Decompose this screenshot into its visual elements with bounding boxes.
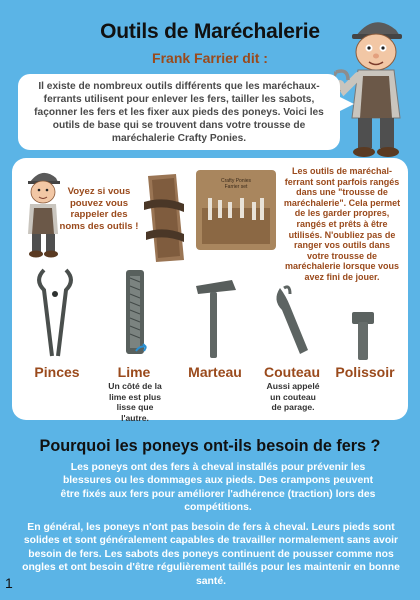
page-subtitle: Frank Farrier dit : bbox=[152, 50, 268, 66]
open-kit-illustration bbox=[194, 168, 278, 252]
recall-prompt: Voyez si vous pouvez vous rappeler des noms des outils ! bbox=[59, 186, 139, 232]
tool-name-lime: Lime bbox=[117, 364, 151, 380]
tool-note-lime: Un côté de la lime est plus lisse que l'autre. bbox=[108, 381, 162, 423]
svg-text:Farrier set: Farrier set bbox=[224, 184, 248, 190]
tool-name-polissoir: Polissoir bbox=[335, 364, 395, 380]
tool-name-marteau: Marteau bbox=[188, 364, 242, 380]
tool-name-pinces: Pinces bbox=[34, 364, 80, 380]
kit-storage-note: Les outils de maréchal-ferrant sont parfois rangés dans une "trousse de maréchalerie". Cela permet de les garder propres, rangés et prêts à être utilisés. N'oubliez pas de ranger vos outils dans votre trousse de maréchalerie lorsque vous avez fini de jouer. bbox=[283, 166, 401, 282]
farrier-character-illustration bbox=[334, 6, 420, 166]
tool-name-couteau: Couteau bbox=[264, 364, 320, 380]
paragraph-horseshoe-purpose: Les poneys ont des fers à cheval installés pour prévenir les blessures ou les dommages aux pieds. Des crampons peuvent être fixés aux fers pour améliorer l'adhérence (traction) lors des compétitions. bbox=[60, 462, 376, 514]
intro-speech-bubble bbox=[18, 74, 340, 150]
intro-text: Il existe de nombreux outils différents que les maréchaux-ferrants utilisent pour enlever les fers, tailler les sabots, façonner les fers et les fixer aux pieds des poneys. Voici les outils de base qui se trouvent dans votre trousse de maréchalerie Crafty Ponies. bbox=[34, 81, 324, 144]
hammer-icon bbox=[192, 276, 240, 360]
page-number: 1 bbox=[5, 575, 13, 591]
clincher-icon bbox=[350, 308, 376, 364]
page-title: Outils de Maréchalerie bbox=[100, 20, 320, 43]
rasp-arrow-icon bbox=[134, 343, 148, 355]
tool-note-couteau: Aussi appelé un couteau de parage. bbox=[266, 381, 320, 412]
section-heading: Pourquoi les poneys ont-ils besoin de fers ? bbox=[39, 437, 381, 455]
rolled-kit-illustration bbox=[140, 172, 186, 264]
paragraph-hoof-care: En général, les poneys n'ont pas besoin de fers à cheval. Leurs pieds sont solides et sont généralement capables de travailler normalement sans avoir besoin de fers. Les sabots des poneys continuent de pousser comme nos ongles et ont besoin d'être régulièrement taillés pour les maintenir en bonne santé. bbox=[22, 522, 400, 587]
hoof-knife-icon bbox=[270, 284, 316, 360]
pincers-icon bbox=[30, 268, 80, 358]
kit-label: Crafty Ponies bbox=[220, 178, 252, 184]
